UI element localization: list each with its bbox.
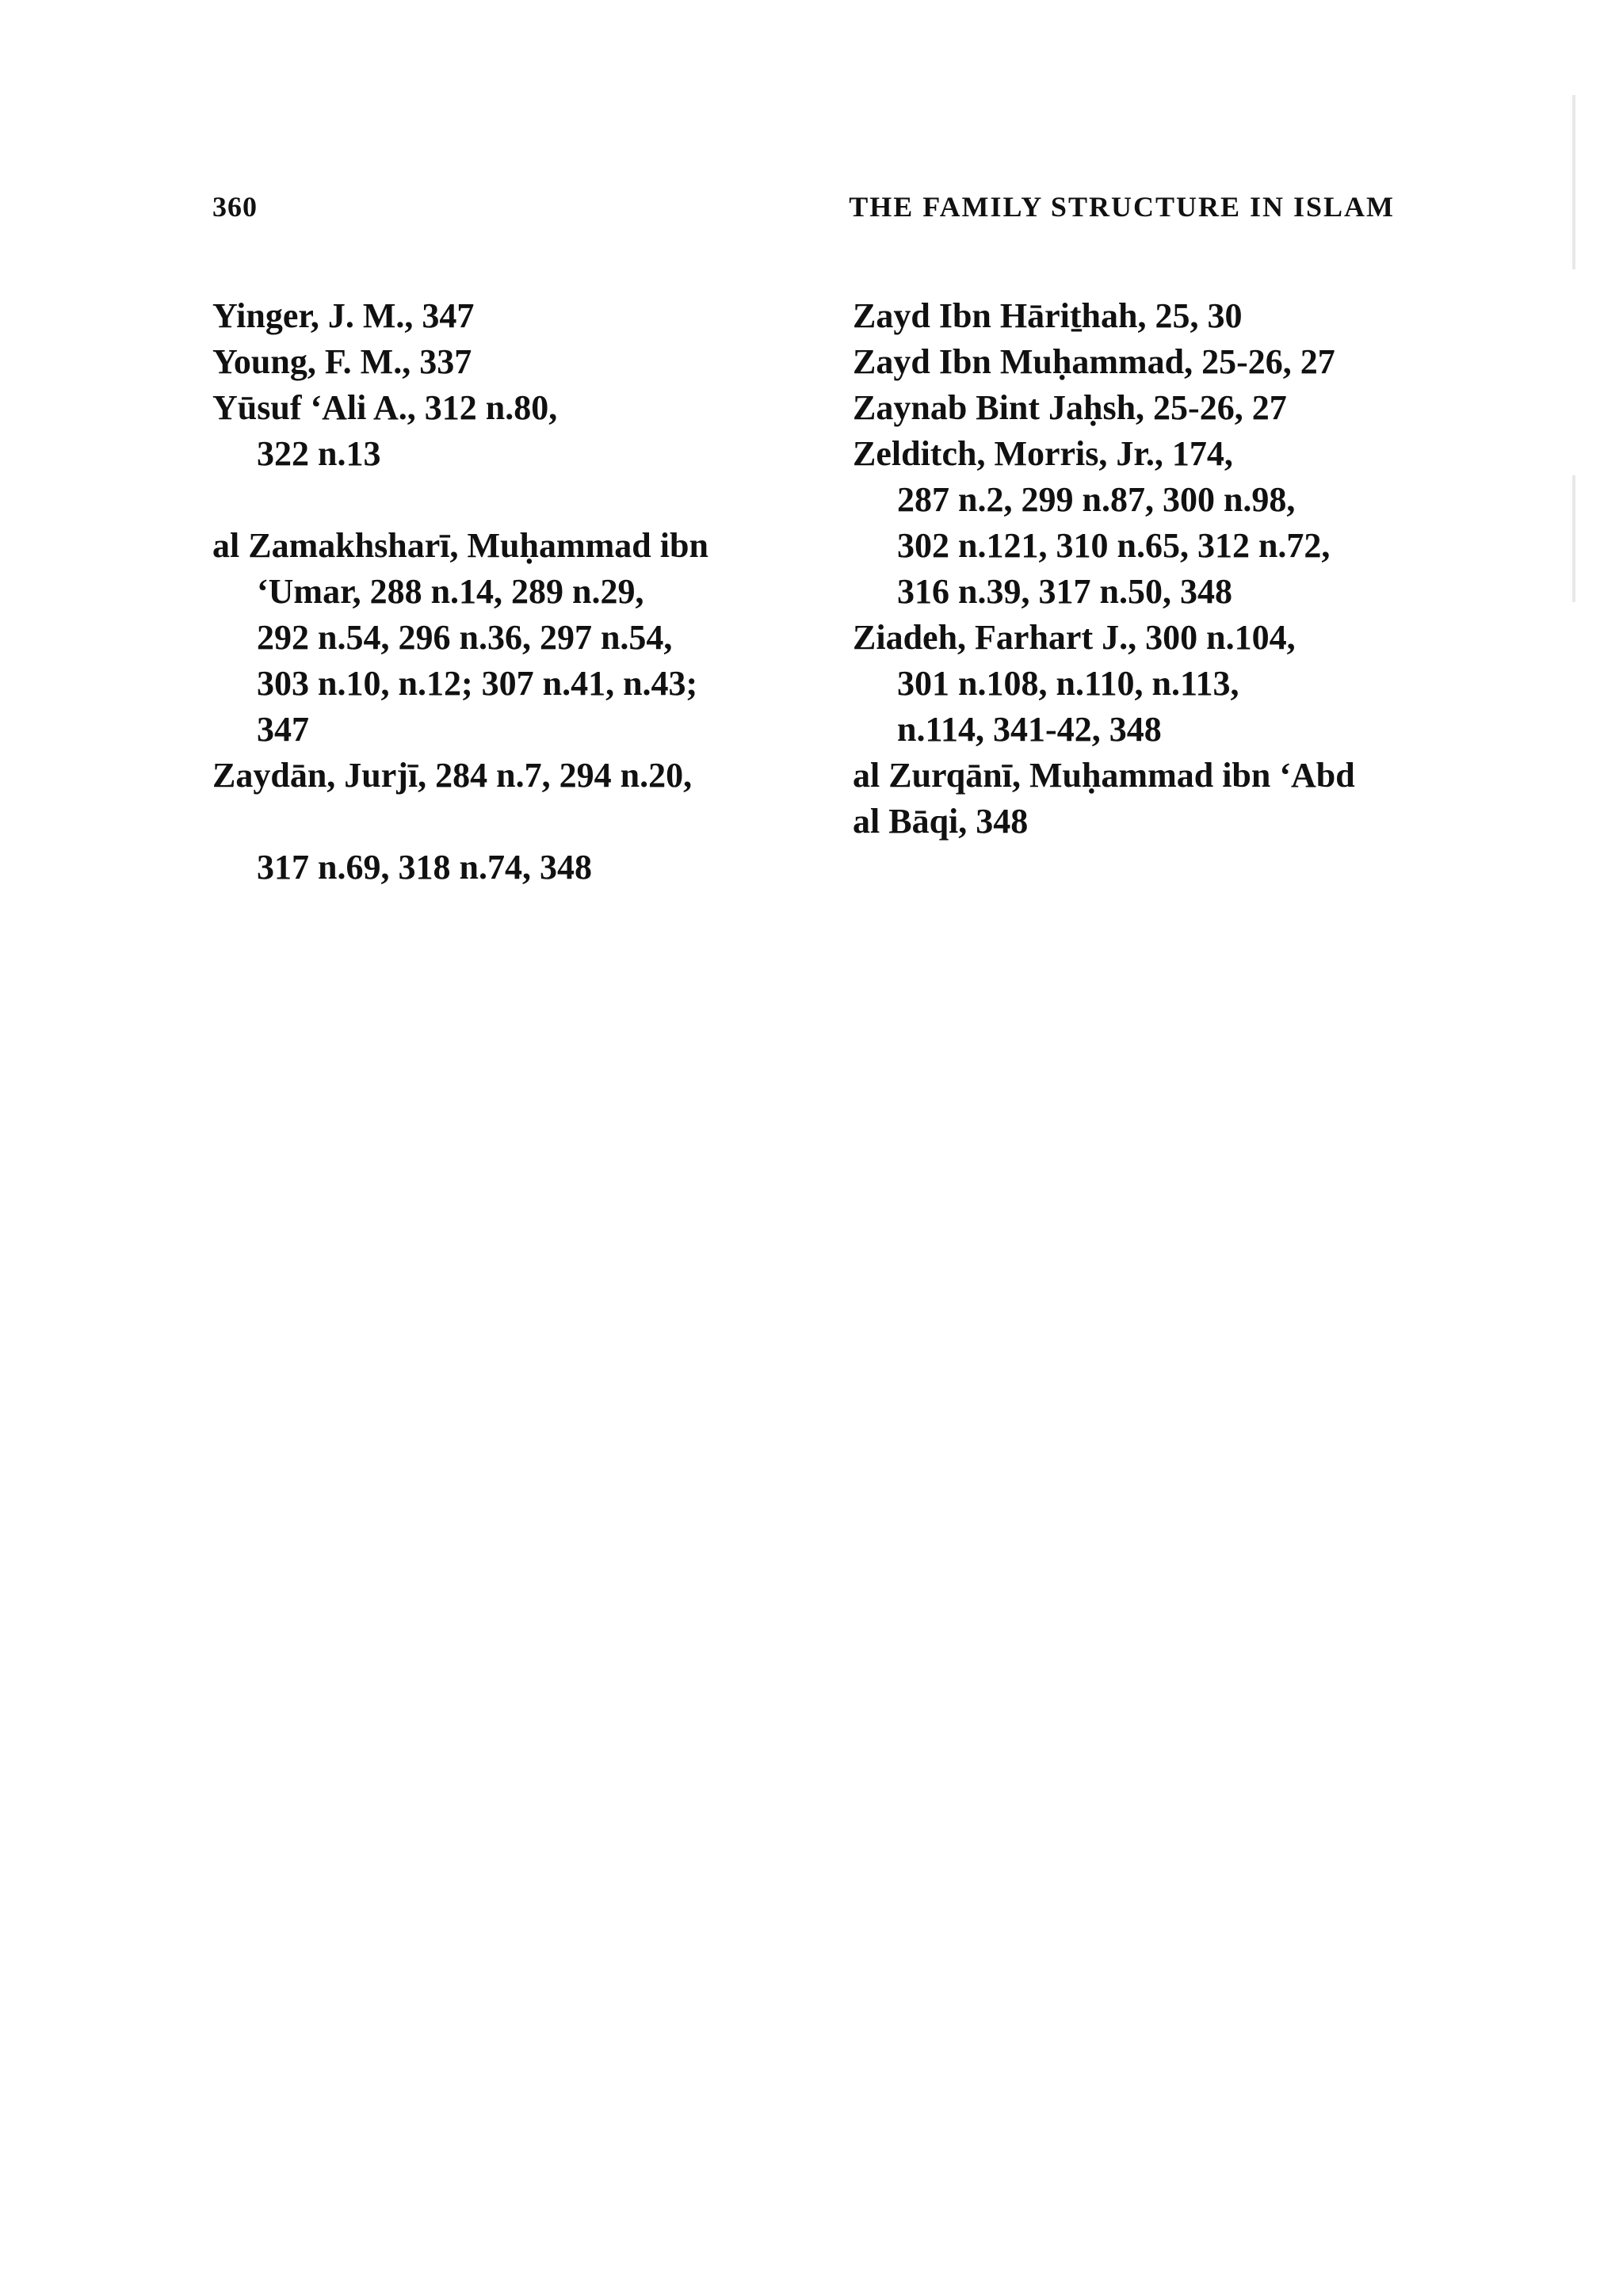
index-line-flush: al Bāqi, 348 (853, 802, 1029, 841)
index-line: n.114, 341-42, 348 (897, 710, 1162, 749)
index-line: al Zamakhsharī, Muḥammad ibn (212, 526, 708, 565)
index-entry (853, 753, 1423, 845)
index-entry (212, 753, 815, 891)
index-entry (853, 293, 1423, 339)
index-line: 316 n.39, 317 n.50, 348 (897, 572, 1232, 611)
scan-edge-mark (1572, 95, 1575, 269)
index-entry (212, 293, 815, 339)
index-line: Ziadeh, Farhart J., 300 n.104, (853, 618, 1296, 657)
running-title: THE FAMILY STRUCTURE IN ISLAM (849, 191, 1395, 223)
index-line: 292 n.54, 296 n.36, 297 n.54, (257, 618, 673, 657)
index-line: Young, F. M., 337 (212, 342, 472, 381)
index-line: 303 n.10, n.12; 307 n.41, n.43; (257, 664, 698, 703)
index-line: Zayd Ibn Muḥammad, 25-26, 27 (853, 342, 1335, 381)
index-entry (853, 431, 1423, 615)
page-number: 360 (212, 191, 258, 223)
index-line: Zelditch, Morris, Jr., 174, (853, 434, 1233, 473)
index-line: al Zurqānī, Muḥammad ibn ‘Abd (853, 756, 1355, 795)
index-line: Zayd Ibn Hāriṯhah, 25, 30 (853, 296, 1243, 335)
index-entry (853, 615, 1423, 753)
index-line: ‘Umar, 288 n.14, 289 n.29, (257, 572, 644, 611)
index-entry (212, 339, 815, 385)
index-line: 301 n.108, n.110, n.113, (897, 664, 1239, 703)
index-line: 347 (257, 710, 309, 749)
index-line: 302 n.121, 310 n.65, 312 n.72, (897, 526, 1331, 565)
index-line: Yūsuf ‘Ali A., 312 n.80, (212, 388, 558, 427)
index-line-continued: 317 n.69, 318 n.74, 348 (257, 848, 592, 887)
index-entry (853, 339, 1423, 385)
scan-edge-mark (1572, 475, 1575, 602)
index-line: 287 n.2, 299 n.87, 300 n.98, (897, 480, 1296, 519)
index-line: Zaynab Bint Jaḥsh, 25-26, 27 (853, 388, 1287, 427)
index-entry (853, 385, 1423, 431)
index-entry (212, 385, 815, 477)
index-line: 322 n.13 (257, 434, 381, 473)
index-entry (212, 523, 815, 753)
index-line: Zaydān, Jurjī, 284 n.7, 294 n.20, (212, 756, 693, 795)
entry-gap (212, 477, 815, 523)
index-line: Yinger, J. M., 347 (212, 296, 475, 335)
index-column-right (853, 293, 1423, 845)
index-column-left (212, 293, 815, 891)
